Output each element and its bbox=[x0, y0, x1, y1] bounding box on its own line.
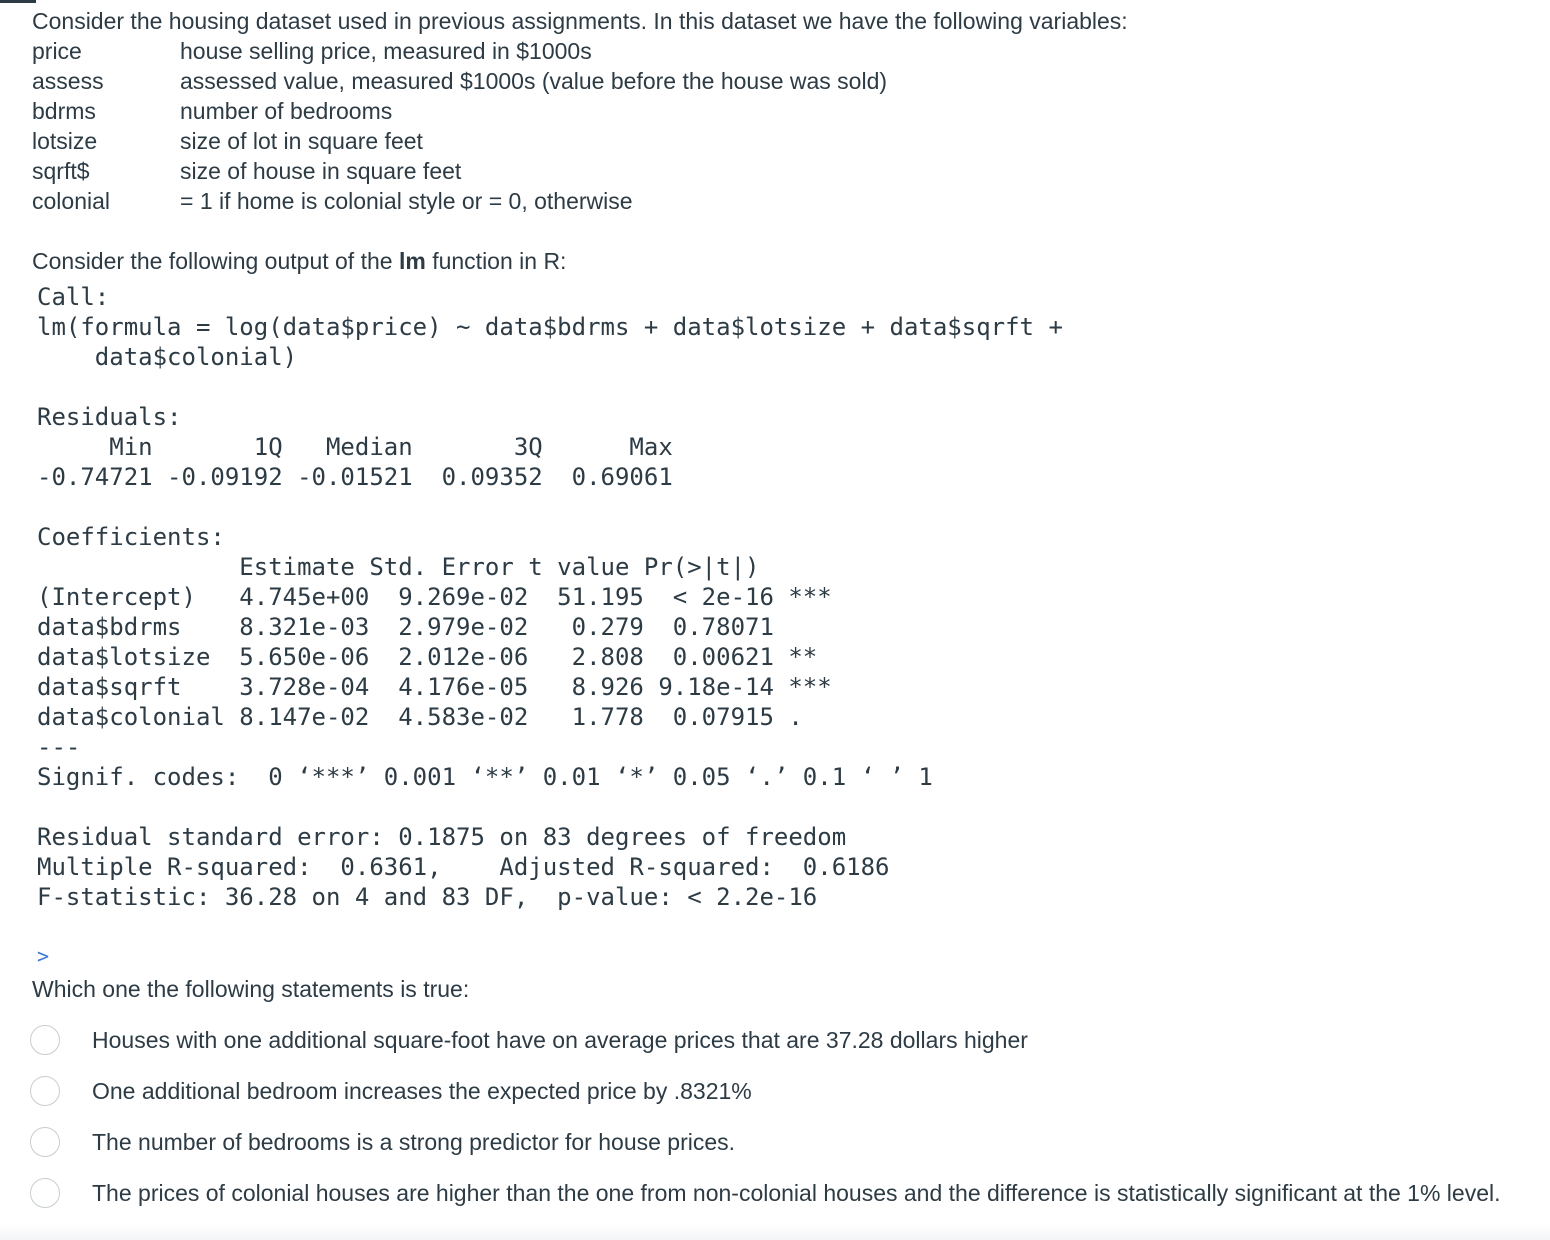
answer-option[interactable] bbox=[30, 1167, 1540, 1218]
answer-option[interactable] bbox=[30, 1116, 1540, 1167]
variable-name: sqrft$ bbox=[32, 158, 90, 184]
question-intro: Consider the housing dataset used in previous assignments. In this dataset we have the following variables: bbox=[32, 8, 1128, 34]
radio-button[interactable] bbox=[30, 1178, 60, 1208]
radio-button[interactable] bbox=[30, 1025, 60, 1055]
answer-label[interactable]: Houses with one additional square-foot have on average prices that are 37.28 dollars higher bbox=[92, 1026, 1028, 1053]
bottom-shade bbox=[0, 1224, 1550, 1240]
variable-row bbox=[32, 96, 887, 126]
variable-row bbox=[32, 66, 887, 96]
lm-intro-after: function in R: bbox=[425, 248, 567, 274]
variable-description: size of house in square feet bbox=[180, 158, 462, 184]
variable-description: size of lot in square feet bbox=[180, 128, 423, 154]
lm-output-intro bbox=[32, 246, 566, 276]
answer-label[interactable]: One additional bedroom increases the expected price by .8321% bbox=[92, 1077, 752, 1104]
lm-intro-before: Consider the following output of the bbox=[32, 248, 399, 274]
variable-row bbox=[32, 186, 887, 216]
variable-row bbox=[32, 126, 887, 156]
variable-name: assess bbox=[32, 68, 104, 94]
top-divider bbox=[0, 0, 36, 3]
variable-description: number of bedrooms bbox=[180, 98, 393, 124]
variable-description: = 1 if home is colonial style or = 0, otherwise bbox=[180, 188, 633, 214]
variable-definitions bbox=[32, 36, 887, 216]
variable-name: price bbox=[32, 38, 82, 64]
answer-option[interactable] bbox=[30, 1065, 1540, 1116]
question-text: Which one the following statements is true: bbox=[32, 976, 470, 1002]
answer-option[interactable] bbox=[30, 1014, 1540, 1065]
answer-label[interactable]: The prices of colonial houses are higher than the one from non-colonial houses and the difference is statistically significant at the 1% level. bbox=[92, 1179, 1501, 1206]
variable-row bbox=[32, 36, 887, 66]
answer-label[interactable]: The number of bedrooms is a strong predictor for house prices. bbox=[92, 1128, 736, 1155]
variable-name: bdrms bbox=[32, 98, 96, 124]
variable-name: lotsize bbox=[32, 128, 98, 154]
lm-function-name: lm bbox=[398, 248, 426, 274]
radio-button[interactable] bbox=[30, 1076, 60, 1106]
variable-description: assessed value, measured $1000s (value before the house was sold) bbox=[180, 68, 888, 94]
radio-button[interactable] bbox=[30, 1127, 60, 1157]
variable-name: colonial bbox=[32, 188, 110, 214]
r-regression-output: Call: lm(formula = log(data$price) ~ data$bdrms + data$lotsize + data$sqrft + data$colonial) Residuals: Min 1Q Median 3Q Max -0.74721 -0.09192 -0.01521 0.09352 0.69061 Coefficients: Estimate Std. Error t value Pr(>|t|) (Intercept) 4.745e+00 9.269e-02 51.195 < 2e-16 *** data$bdrms 8.321e-03 2.979e-02 0.279 0.78071 data$lotsize 5.650e-06 2.012e-06 2.808 0.00621 ** data$sqrft 3.728e-04 4.176e-05 8.926 9.18e-14 *** data$colonial 8.147e-02 4.583e-02 1.778 0.07915 . --- Signif. codes: 0 ‘***’ 0.001 ‘**’ 0.01 ‘*’ 0.05 ‘.’ 0.1 ‘ ’ 1 Residual standard error: 0.1875 on 83 degrees of freedom Multiple R-squared: 0.6361, Adjusted R-squared: 0.6186 F-statistic: 36.28 on 4 and 83 DF, p-value: < 2.2e-16 bbox=[37, 283, 1063, 911]
answer-options bbox=[30, 1014, 1540, 1218]
variable-description: house selling price, measured in $1000s bbox=[180, 38, 592, 64]
variable-row bbox=[32, 156, 887, 186]
r-prompt-symbol: > bbox=[37, 944, 50, 968]
